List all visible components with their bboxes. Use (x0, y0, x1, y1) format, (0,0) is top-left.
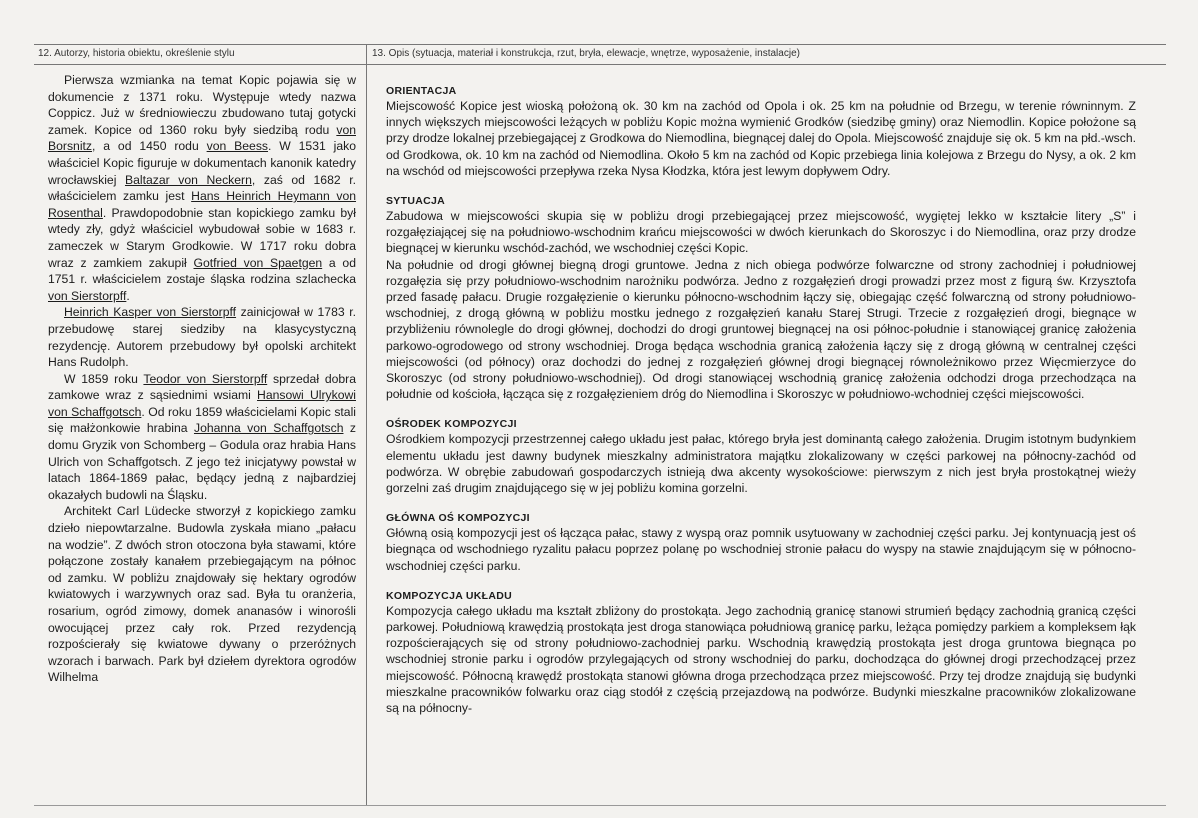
history-paragraph: W 1859 roku Teodor von Sierstorpff sprzedał dobra zamkowe wraz z sąsiednimi wsiami Hansowi Ulrykowi von Schaffgotsch. Od roku 1859 właścicielami Kopic stali się małżonkowie hrabina Johanna von Schaffgotsch z domu Gryzik von Schomberg – Godula oraz hrabia Hans Ulrich von Schaffgotsch. Z jego też inicjatywy powstał w latach 1864-1869 pałac, będący jedną z najbardziej okazałych budowli na Śląsku. (48, 371, 357, 502)
historic-name: von Beess (206, 139, 269, 154)
section-sytuacja (386, 194, 1136, 402)
historic-name: von Sierstorpff (48, 288, 127, 303)
section-orientacja (386, 84, 1136, 179)
history-paragraph: Pierwsza wzmianka na temat Kopic pojawia się w dokumencie z 1371 roku. Występuje wtedy nazwa Coppicz. Już w średniowieczu zbudowano tutaj gotycki zamek. Kopice od 1360 roku były siedzibą rodu von Borsnitz, a od 1450 rodu von Beess. W 1531 jako właściciel Kopic figuruje w dokumentach kanonik katedry wrocławskiej Baltazar von Neckern, zaś od 1682 r. właścicielem zamku jest Hans Heinrich Heymann von Rosenthal. Prawdopodobnie stan kopickiego zamku był wtedy zły, gdyż właściciel wybudował sobie w 1683 r. zameczek w Starym Grodkowie. W 1717 roku dobra wraz z zamkiem zakupił Gotfried von Spaetgen a od 1751 r. właścicielem zostaje śląska rodzina szlachecka von Sierstorpff. (48, 73, 357, 303)
section-title: KOMPOZYCJA UKŁADU (386, 589, 513, 602)
historic-name: Baltazar von Neckern (124, 172, 252, 187)
historic-name: Johanna von Schaffgotsch (193, 421, 344, 436)
historic-name: von Borsnitz (48, 122, 356, 154)
section-text: Zabudowa w miejscowości skupia się w pobliżu drogi przebiegającej przez miejscowość, wygiętej lekko w kształcie litery „S” i rozgałęziającej się na południowo-wschodnim krańcu miejscowości w dwóch kierunkach do Skoroszyc i do Niemodlina, oraz przy drodze biegnącej w kierunku wschód-zachód, we wschodniej części Kopic. Na południe od drogi głównej biegną drogi gruntowe. Jedna z nich obiega podwórze folwarczne od strony zachodniej i południowej rozgałęzia się przy południowo-wschodnim narożniku podwórza. Jedno z rozgałęzień drogi prowadzi przez most z figurą św. Krzysztofa przed fasadę pałacu. Drugie rozgałęzienie o kierunku północno-wschodnim łączy się, obiegając część folwarczną od strony południowo-wschodniej, z drogą główną w pobliżu mostku jednego z rozgałęzień kanału Starej Strugi. Trzecie z rozgałęzień drogi, biegnące w przybliżeniu równolegle do drogi głównej, dochodzi do drogi gruntowej biegnącej na osi północ-południe i stanowiącej granicę założenia parkowo-ogrodowego od strony wschodniej. Droga będąca wschodnia granicą założenia łączy się z drogą główną w centralnej części miejscowości (od północy) oraz dochodzi do jednej z rozgałęzień głównej drogi biegnącej równoleżnikowo przez Więcmierzyce do Skoroszyc (od strony południowo-wschodniej). Od drogi stanowiącej wschodnią granicę założenia odchodzi droga przechodząca na południe od kościoła, łącząca się z rozgałęzieniem dróg do Niemodlina i Skoroszyc w południowo-wchodniej części miejscowości. (386, 209, 1136, 402)
history-column (48, 72, 356, 686)
header-row (34, 45, 1166, 65)
section-text: Miejscowość Kopice jest wioską położoną ok. 30 km na zachód od Opola i ok. 25 km na południe od Brzegu, w terenie równinnym. Z innych większych miejscowości leżących w pobliżu Kopic można wymienić Grodków (siedzibę gminy) oraz Niemodlin. Kopice położone są przy drodze lokalnej przebiegającej z Grodkowa do Niemodlina, biegnącej dalej do Opola. Miejscowość znajduje się ok. 5 km na płd.-wsch. od Grodkowa, ok. 10 km na zachód od Niemodlina. Około 5 km na zachód od Kopic przebiega linia kolejowa z Brzegu do Nysy, a ok. 2 km na wschód od miejscowości przepływa rzeka Nysa Kłodzka, która jest lewym dopływem Odry. (386, 99, 1136, 178)
column-divider (366, 45, 367, 805)
section-text: Kompozycja całego układu ma kształt zbliżony do prostokąta. Jego zachodnią granicę stanowi strumień będący zachodnią granicą części parkowej. Południową krawędzią prostokąta jest droga stanowiąca południową granicę parku, leżąca pomiędzy parkiem a kompleksem łąk rozpościerających się od strony południowo-zachodniej parku. Wschodnią krawędzią prostokąta jest droga gruntowa biegnąca po wschodniej stronie parku i ogrodów przylegających od strony wschodniej do parku, dochodząca do głównej drogi przechodzącej przez miejscowość. Północną krawędź prostokąta stanowi główna droga przechodząca przez miejscowość. Przy tej drodze znajdują się budynki mieszkalne pracowników folwarku oraz ciąg stodół z częścią przejazdową na podwórze. Budynki mieszkalne pracowników zlokalizowane są na północny- (386, 603, 1136, 716)
historic-name: Hans Heinrich Heymann von Rosenthal (48, 189, 357, 220)
document-page (34, 44, 1166, 806)
section-13-heading: 13. Opis (sytuacja, materiał i konstrukcja, rzut, bryła, elewacje, wnętrze, wyposażenie, instalacje) (372, 48, 800, 59)
description-column (386, 84, 1136, 731)
history-paragraph: Architekt Carl Lüdecke stworzył z kopickiego zamku dzieło niepowtarzalne. Budowla zyskała miano „pałacu na wodzie”. Z dwóch stron otoczona była stawami, które połączone zostały kanałem przebiegającym na północ od zamku. W pobliżu znajdowały się hektary ogrodów kwiatowych i warzywnych oraz sad. Była tu oranżeria, rosarium, ogród zimowy, domek ananasów i winorośli owocującej przez cały rok. Przed rezydencją rozpościerały się kwiatowe dywany o przeróżnych wzorach i barwach. Park był dziełem dyrektora ogrodów Wilhelma (48, 504, 356, 685)
section-glowna-os (386, 511, 1136, 574)
section-text: Główną osią kompozycji jest oś łącząca pałac, stawy z wyspą oraz pomnik usytuowany w zachodniej części parku. Jej kontynuacją jest oś biegnąca od wschodniego ryzalitu pałacu poprzez polanę po wschodniej stronie pałacu do wyspy na stawie znajdującym się w północno-wschodniej części parku. (386, 526, 1136, 573)
section-kompozycja-ukladu (386, 589, 1136, 716)
historic-name: Hansowi Ulrykowi von Schaffgotsch (48, 388, 356, 419)
section-osrodek-kompozycji (386, 417, 1136, 496)
historic-name: Teodor von Sierstorpff (143, 371, 268, 386)
history-paragraph: Heinrich Kasper von Sierstorpff zainicjował w 1783 r. przebudowę starej siedziby na klasycystyczną rezydencję. Autorem przebudowy był opolski architekt Hans Rudolph. (48, 305, 356, 370)
section-text: Ośrodkiem kompozycji przestrzennej całego układu jest pałac, którego bryła jest dominantą całego założenia. Drugim istotnym budynkiem elementu układu jest dawny budynek mieszkalny administratora majątku zlokalizowany w części parkowej na północny-zachód od podwórza. W obrębie zabudowań gospodarczych istnieją dwa akcenty wysokościowe: pierwszym z nich jest bryła prostokątnej wieży gorzelni zaś drugim znajdującego się w jej pobliżu komina gorzelni. (386, 432, 1136, 496)
section-title: OŚRODEK KOMPOZYCJI (386, 418, 517, 431)
historic-name: Heinrich Kasper von Sierstorpff (64, 305, 237, 320)
section-title: SYTUACJA (386, 195, 445, 208)
section-title: ORIENTACJA (386, 85, 457, 97)
historic-name: Gotfried von Spaetgen (193, 255, 323, 270)
section-12-heading: 12. Autorzy, historia obiektu, określenie stylu (38, 48, 235, 59)
section-title: GŁÓWNA OŚ KOMPOZYCJI (386, 512, 530, 525)
